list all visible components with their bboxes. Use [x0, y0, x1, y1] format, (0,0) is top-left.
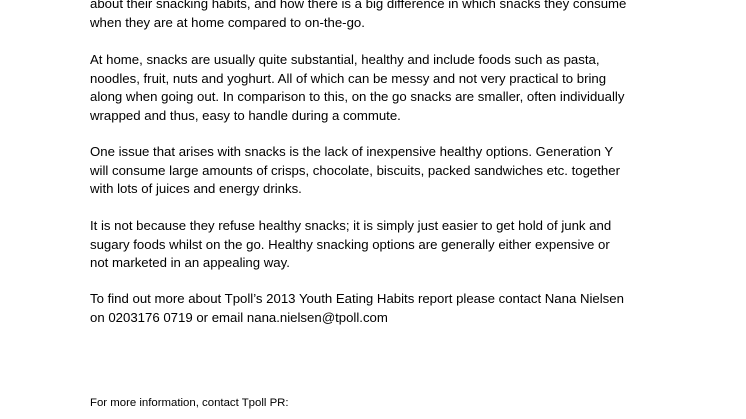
text-line: At home, snacks are usually quite substantial, healthy and include foods such as pasta, [90, 52, 600, 67]
text-line: It is not because they refuse healthy snacks; it is simply just easier to get hold of junk and [90, 218, 612, 233]
text-line: noodles, fruit, nuts and yoghurt. All of which can be messy and not very practical to bring [90, 70, 607, 86]
text-line: with lots of juices and energy drinks. [90, 181, 302, 197]
text-line: about their snacking habits, and how there is a big difference in which snacks they consume [90, 0, 627, 11]
text-line: along when going out. In comparison to this, on the go snacks are smaller, often individually [90, 89, 625, 105]
footer-contact-heading: For more information, contact Tpoll PR: [90, 397, 289, 409]
text-line: To find out more about Tpoll’s 2013 Youth Eating Habits report please contact Nana Nielsen [90, 291, 624, 306]
text-line: One issue that arises with snacks is the lack of inexpensive healthy options. Generation Y [90, 144, 614, 159]
paragraph-contact-report [90, 290, 670, 327]
text-line: not marketed in an appealing way. [90, 255, 290, 271]
paragraph-snacking-habits [90, 0, 670, 32]
text-line: wrapped and thus, easy to handle during a commute. [90, 107, 401, 123]
paragraph-at-home-snacks [90, 51, 670, 125]
text-line: when they are at home compared to on-the-go. [90, 14, 365, 30]
text-line: sugary foods whilst on the go. Healthy snacking options are generally either expensive or [90, 236, 610, 252]
paragraph-junk-food [90, 217, 670, 273]
paragraph-healthy-options-issue [90, 143, 670, 199]
text-line: on 0203176 0719 or email nana.nielsen@tpoll.com [90, 309, 388, 325]
text-line: will consume large amounts of crisps, chocolate, biscuits, packed sandwiches etc. together [90, 162, 620, 178]
